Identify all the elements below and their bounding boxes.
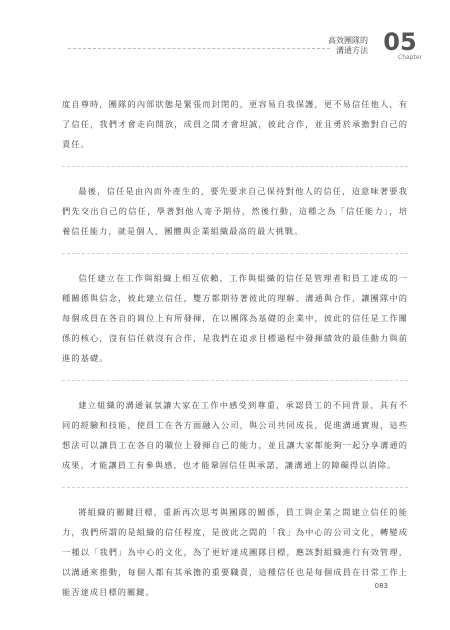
chapter-title-line-1: 高效團隊的 <box>328 36 368 45</box>
header-dashed-rule <box>68 48 330 49</box>
chapter-header <box>68 26 428 66</box>
paragraph-divider <box>62 487 408 488</box>
paragraph-divider <box>62 253 408 254</box>
paragraph-divider <box>62 166 408 167</box>
chapter-label: Chapter <box>398 54 422 61</box>
chapter-number: 05 <box>383 28 417 56</box>
body-text <box>62 94 408 614</box>
paragraph-2: 最後，信任是由內而外產生的，要先要求自己保持對他人的信任，這意味著要我們先交出自己的信任，學著對他人寄予期待，然後行動，這種之為「信任能力」，培養信任能力，就是個人、團體與企業組織最高的最大挑戰。 <box>62 186 408 236</box>
paragraph-4: 建立組織的溝通氣氛讓大家在工作中感受到尊重，承認員工的不同背景，具有不同的經驗和技能，使員工在各方面融入公司，與公司共同成長，促進溝通實現，這些想法可以讓員工在各自的職位上發揮自己的能力，並且讓大家都能夠一起分享溝通的成果，才能讓員工有參與感，也才能鞏固信任與承諾，讓溝通上的障礙得以消除。 <box>62 400 408 470</box>
paragraph-5: 將組織的關鍵目標，重新再次思考與團隊的關係，員工與企業之間建立信任的能力，我們所謂的是組織的信任程度，是彼此之間的「我」為中心的公司文化，轉變成一種以「我們」為中心的文化，為了更好達成團隊目標，應該對組織進行有效管理，以溝通來推動，每個人都有其承擔的重要職責，這種信任也是每個成員在日常工作上能否達成目標的關鍵。 <box>62 507 408 597</box>
chapter-title-line-2: 溝通方法 <box>336 46 368 55</box>
page-number: 083 <box>374 582 388 590</box>
chapter-title <box>328 36 368 56</box>
paragraph-divider <box>62 380 408 381</box>
paragraph-3: 信任建立在工作與組織上相互依賴，工作與組織的信任是管理者和員工達成的一種關係與信念，彼此建立信任，雙方都期待著彼此的理解、溝通與合作，讓團隊中的每個成員在各自的崗位上有所發揮，在以團隊為基礎的企業中，彼此的信任是工作關係的核心，沒有信任就沒有合作，是我們在追求目標過程中發揮績效的最佳動力與前進的基礎。 <box>62 273 408 363</box>
paragraph-1: 度自尊時，團隊的內部狀態是緊張而封閉的，更容易自我保護，更不易信任他人，有了信任，我們才會走向開放，成員之間才會坦誠，彼此合作，並且勇於承擔對自己的責任。 <box>62 99 408 149</box>
